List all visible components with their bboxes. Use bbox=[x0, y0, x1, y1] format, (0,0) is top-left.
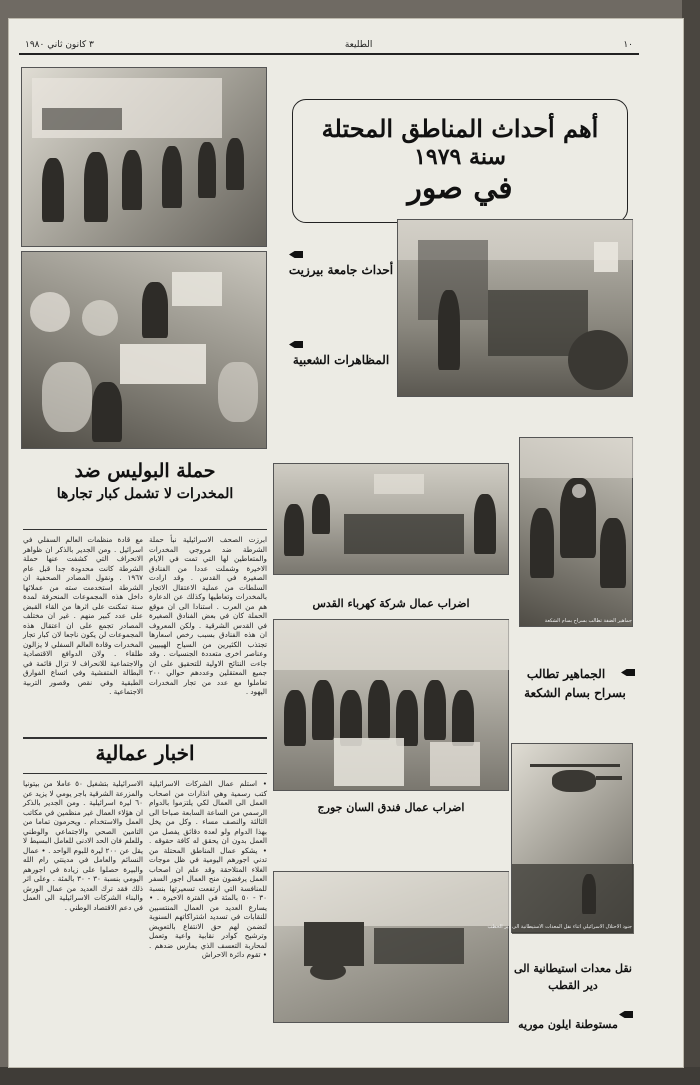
labor-news-headline-text: اخبار عمالية bbox=[95, 741, 195, 765]
pointing-hand-icon bbox=[621, 669, 635, 676]
pointing-hand-icon bbox=[289, 341, 303, 348]
feature-title-line2: سنة ١٩٧٩ bbox=[414, 144, 506, 171]
photo-helicopter bbox=[487, 743, 633, 933]
label-hotel-strike: اضراب عمال فندق السان جورج bbox=[317, 801, 465, 814]
label-demonstrations-text: المظاهرات الشعبية bbox=[292, 353, 390, 367]
feature-title-line3: في صور bbox=[407, 170, 513, 206]
page-bottom-shadow bbox=[0, 1067, 700, 1085]
page-number: ١٠ bbox=[623, 40, 633, 50]
shaka-photo-caption: جماهير الضفة تطالب بسراح بسام الشكعة bbox=[544, 618, 632, 624]
label-birzeit bbox=[285, 247, 397, 277]
label-shaka-text: الجماهير تطالب بسراح بسام الشكعة bbox=[524, 667, 626, 701]
labor-news-col-right: • استلم عمال الشركات الاسرائيلية كتب رسمية وهي انذارات من اصحاب العمل الى العمال لكي يلتزموا بالدوام الرسمي من الساعة السابعة صباحا الى الثالثة والنصف مساء . وكل من يخل بهذا الدوام ولو لعدة دقائق يفصل من العمل بدون ان يحقق له كافة حقوقه . • يشكو عمال المناطق المحتلة من تدني اجورهم اليومية في ظل موجات الغلاء المتلاحقة وقد علم ان اصحاب العمل يرفضون منح العمال اجور السفر للمنافسة التي ارتفعت تسعيرتها بنسبة ٣٠ - ٥٠ بالمئة في الفترة الاخيرة . • يسارع العديد من العمال المنتسبين للنقابات في تسديد اشتراكاتهم السنوية لتضمن لهم حق الانتفاع بالتعويض وترشيح كوادر نقابية واعية وتعمل لمحاربة التعسف الذي يمارس ضدهم . • تقوم دائرة الاحراش bbox=[149, 779, 267, 959]
police-headline-line1: حملة البوليس ضد bbox=[74, 460, 216, 482]
page-edge-shadow bbox=[682, 0, 700, 1085]
issue-date: ٣ كانون ثاني ١٩٨٠ bbox=[25, 40, 94, 50]
label-settlements: نقل معدات استيطانية الى دير القطب bbox=[514, 962, 632, 992]
divider bbox=[23, 773, 267, 774]
police-article-headline bbox=[23, 459, 267, 505]
pointing-hand-icon bbox=[619, 1011, 633, 1018]
divider bbox=[23, 737, 267, 739]
page-header bbox=[19, 37, 639, 55]
label-elon-moreh bbox=[503, 1011, 633, 1031]
label-electric-strike: اضراب عمال شركة كهرباء القدس bbox=[312, 597, 470, 610]
publication-name: الطليعة bbox=[344, 40, 373, 50]
label-demonstrations bbox=[285, 337, 397, 367]
label-elon-moreh-text: مستوطنة ايلون موريه bbox=[518, 1018, 618, 1031]
photo-soldiers-street bbox=[21, 67, 267, 247]
labor-news-col-left: الاسرائيلية بتشغيل ٥٠ عاملا من بيتونيا والمزرعة الشرقية باجر يومي لا يزيد عن ٦٠ ليرة اسرائيلية . ومن الجدير بالذكر ان هؤلاء العمال غير منظمين في مكاتب العمل والاستخدام . ويحرمون تماما من التامين الصحي والاجتماعي والوطني وللعلم فان الحد الادنى للعامل البسيط لا يقل عن ٢٠٠ ليرة للبوم الواحد . • عمال النسائم والعامل في مدينتي رام الله والبيرة حصلوا على زيادة في اجورهم اليومي بنسبة ٣٠ - ٣٠ بالمئة . وعلى اثر ذلك فقد ترك العديد من عمال الورش والبناء الشركات الاسرائيلية الى العمل في دعم الاقتصاد الوطني . bbox=[23, 779, 143, 912]
police-headline-line2: المخدرات لا تشمل كبار تجارها bbox=[56, 485, 234, 502]
newspaper-page bbox=[8, 18, 684, 1068]
photo-birzeit-tractor bbox=[397, 219, 633, 397]
pointing-hand-icon bbox=[289, 251, 303, 258]
photo-bulldozer-settlement bbox=[273, 871, 509, 1023]
photo-electric-workers-meeting bbox=[273, 463, 509, 575]
label-birzeit-text: أحداث جامعة بيرزيت bbox=[288, 263, 394, 277]
police-article-col-left: مع قادة منظمات العالم السفلي في اسرائيل . ومن الجدير بالذكر ان ظواهر الانحراف التي كشفت عنها حملة الشرطة كانت محدودة جدا قبل عام ١٩٦٧ . ونقول المصادر الصحفية ان الشرطة استخدمت سته من عملائها داخل هذه المجموعات المنحرفة لمدة سنة تمكنت على اثرها من القاء القبض على عدد كبير منهم . غير ان مختلف المصادر تجمع على ان اعتقال هذه المجموعات لن يكون ناجعا لان كبار تجار المخدرات وقادة العالم السفلي لا يزالون طلقاء . ولان الدوافع الاقتصادية والاجتماعية للانحراف لا تزال قائمة في البطالة المتفشية وفي اتساع الفوارق الطبقية وفي نقص وقصور التربية الاجتماعية . bbox=[23, 535, 143, 696]
feature-title-line1: أهم أحداث المناطق المحتلة bbox=[321, 114, 599, 144]
feature-title-box bbox=[292, 99, 628, 223]
helicopter-photo-caption: جنود الاحتلال الاسرائيلي اثناء نقل المعدات الاستيطانية الى دير الحطب bbox=[487, 924, 632, 930]
photo-hotel-workers-strike bbox=[273, 619, 509, 791]
photo-women-demonstration bbox=[21, 251, 267, 449]
labor-news-headline bbox=[23, 741, 267, 765]
photo-shaka-crowd bbox=[519, 437, 633, 627]
police-article-col-right: ابرزت الصحف الاسرائيلية نبأ حملة الشرطة ضد مروجي المخدرات والمتعاطين لها التي تمت في الايام الاخيرة وشملت عددا من الفنادق الصغيرة في القدس . وقد ارادت السلطات من عملية الاعتقال الاتجار بالمخدرات وتعاطيها وكذلك عن الدعارة هم من العرب . استنادا الى ان موقع الحملة كان في بعض الفنادق الصغيرة في القدس الشرقية . ولكن المعروف ان هذه الفنادق بسبب رخص اسعارها تجتذب الكثيرين من السياح الهيبيين وعناصر اخرى متعددة الجنسيات . وقد جاءت النتائج الاولية للتحقيق على ان جميع المعتقلين وعددهم حوالي ٢٠٠ تعاملوا مع عدد من تجار المخدرات اليهود . bbox=[149, 535, 267, 696]
divider bbox=[23, 529, 267, 530]
label-shaka bbox=[515, 665, 635, 703]
